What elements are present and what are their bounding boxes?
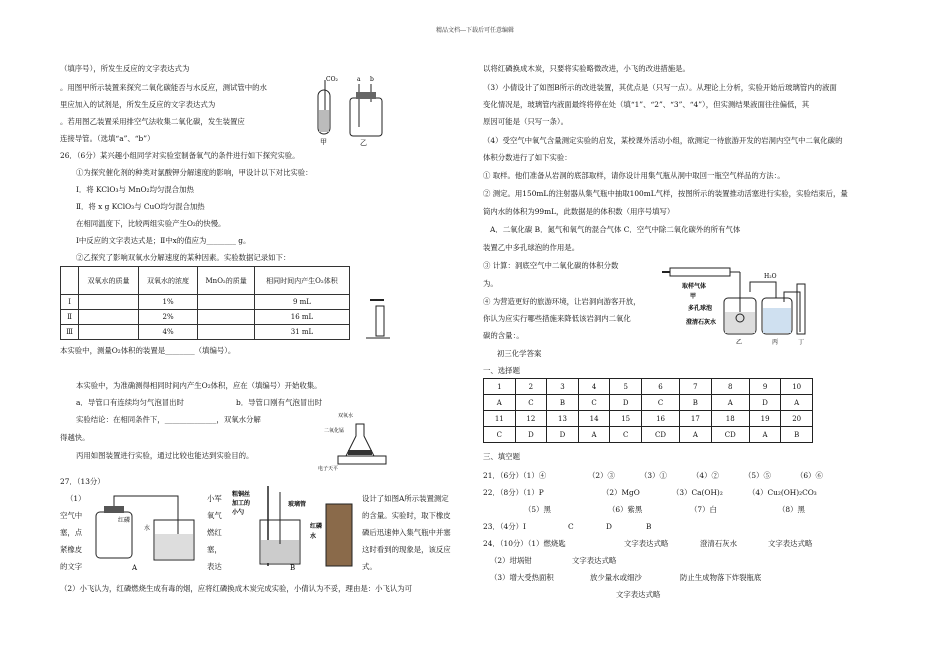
text-line: 设计了如图A所示装置测定 (362, 494, 449, 503)
figure-a-apparatus (92, 490, 202, 572)
answer-table (483, 378, 813, 443)
answer-cell: 18 (711, 411, 749, 427)
answer-21: （2）③ (588, 471, 615, 480)
text-line: ③ 计算：洞底空气中二氧化碳的体积分数 (483, 261, 619, 270)
limewater-label: 澄清石灰水 (686, 319, 717, 326)
water-label-b: 水 (310, 533, 317, 540)
answer-24: 文字表达式略 (572, 556, 617, 565)
answer-cell: 6 (641, 379, 679, 395)
answer-cell: D (547, 427, 579, 443)
answer-21: （5）⑤ (744, 471, 771, 480)
answer-cell: 13 (547, 411, 579, 427)
exp-cell: 2% (138, 310, 198, 325)
text-line: Ⅰ中反应的文字表达式是；Ⅱ中x的值应为________ g。 (76, 236, 251, 245)
text-line: 燃红 (207, 528, 222, 537)
text-line: 。用图甲所示装置来探究二氧化碳能否与水反应，测试管中的水 (60, 83, 267, 92)
exp-cell: 31 mL (254, 325, 349, 340)
answer-cell: 4 (578, 379, 610, 395)
page-header: 精品文档---下载后可任意编辑 (435, 27, 515, 34)
text-line: 式。 (362, 562, 377, 571)
text-line: 筒内水的体积为99mL，此数据是的体积数（用序号填写） (483, 207, 675, 216)
exp-header: MnO₂的质量 (198, 267, 255, 295)
answer-22: （5）黑 (524, 505, 551, 514)
exp-header: 双氧水的质量 (79, 267, 138, 295)
answer-cell: B (781, 427, 813, 443)
text-line: ① 取样。他们准备从岩洞的底部取样，请你设计用集气瓶从洞中取回一瓶空气样品的方法：。 (483, 171, 785, 180)
answer-22: （7）白 (690, 505, 717, 514)
answer-cell: 20 (781, 411, 813, 427)
answer-cell: CD (711, 427, 749, 443)
answer-cell: 8 (711, 379, 749, 395)
answer-cell: 10 (781, 379, 813, 395)
exp-cell: 9 mL (254, 295, 349, 310)
yi-label-r: 乙 (736, 339, 743, 346)
section-heading: 一、选择题 (483, 366, 520, 375)
water-formula-label: H₂O (764, 273, 777, 280)
text-line: 塞， (207, 545, 222, 554)
text-line: ② 测定。用150mL的注射器从集气瓶中抽取100mL气样，按图所示的装置推动活塞进行实验，实验结束后，量 (483, 189, 848, 198)
answer-24: 防止生成物落下炸裂瓶底 (680, 573, 762, 582)
text-line: 以将红磷换成木炭，只要将实验略微改进，小飞的改进措施是。 (483, 64, 690, 73)
answer-23: C (568, 522, 574, 531)
text-line: 本实验中，为准确测得相同时间内产生O₂体积，应在（填编号）开始收集。 (76, 381, 322, 390)
text-line: （3）小倩设计了如图B所示的改进装置，其优点是（只写一点）。从理论上分析，实验开始后玻璃管内的液面 (483, 83, 837, 92)
answer-cell: 15 (610, 411, 642, 427)
answer-cell: 17 (680, 411, 712, 427)
answer-21: （6）⑥ (796, 471, 823, 480)
exp-cell: Ⅰ (61, 295, 79, 310)
answer-24: （3）增大受热面积 (490, 573, 554, 582)
text-line: 变化情况是，玻璃管内液面最终将停在处（填“1”、“2”、“3”、“4”），但实测结果液面往往偏低，其 (483, 100, 810, 109)
answer-cell: C (578, 395, 610, 411)
glass-tube-label: 玻璃管 (288, 501, 307, 508)
text-line: ④ 为营造更好的旅游环境，让岩洞向游客开放， (483, 297, 641, 306)
answer-cell: A (578, 427, 610, 443)
answer-cell: 2 (515, 379, 547, 395)
text-line: 实验结论：在相同条件下，______________，双氧水分解 (76, 415, 261, 424)
co2-label: CO₂ (326, 76, 338, 83)
phosphorus-label-b: 红磷 (310, 523, 323, 530)
answer-cell: D (749, 395, 781, 411)
text-line: Ⅱ．将 x g KClO₃与 CuO均匀混合加热 (76, 202, 205, 211)
text-line: 塞，点 (60, 528, 83, 537)
option-b: b．导管口刚有气泡冒出时 (236, 398, 323, 407)
text-line: 的文字 (60, 562, 83, 571)
answer-cell: B (547, 395, 579, 411)
answer-22: 22．（8分）（1）P (483, 488, 544, 497)
a-label: a (357, 76, 361, 83)
text-line: （2）小飞认为，红磷燃烧生成有毒的烟，应将红磷换成木炭完成实验，小倩认为不妥，理由是：小飞认为可 (60, 584, 413, 593)
q26-title: 26．（6分）某兴趣小组同学对实验室制备氧气的条件进行如下探究实验。 (60, 151, 300, 160)
answer-cell: 9 (749, 379, 781, 395)
answer-24: 放少量水或细沙 (590, 573, 642, 582)
answer-cell: 19 (749, 411, 781, 427)
answer-22: （4）Cu₂(OH)₂CO₃ (748, 488, 817, 497)
jia-label-r: 甲 (690, 293, 697, 300)
exp-header: 双氧水的浓度 (138, 267, 198, 295)
text-line: 氧气 (207, 511, 222, 520)
exp-cell (79, 310, 138, 325)
bing-label: 丙 (772, 339, 779, 346)
answer-cell: A (749, 427, 781, 443)
answer-cell: CD (641, 427, 679, 443)
answer-cell: D (610, 395, 642, 411)
text-line: 碳的含量：。 (483, 331, 524, 340)
answer-21: （3）① (640, 471, 667, 480)
text-line: 表达 (207, 562, 222, 571)
text-line: （填序号），所发生反应的文字表达式为 (60, 64, 190, 73)
text-line: 小军 (207, 494, 222, 503)
text-line: （1） (66, 494, 86, 503)
answer-22: （8）黑 (778, 505, 805, 514)
answer-22: （3）Ca(OH)₂ (672, 488, 723, 497)
text-line: 紧橡皮 (60, 545, 83, 554)
answer-24: 文字表达式略 (616, 590, 661, 599)
exp-cell (79, 295, 138, 310)
answer-24: 24．（10分）（1）燃烧匙 (483, 539, 566, 548)
option-a: a．导管口有连续均匀气泡冒出时 (76, 398, 184, 407)
answer-cell: C (610, 427, 642, 443)
text-line: 原因可能是（只写一条）。 (483, 117, 568, 126)
text-line: 的含量。实验时，取下橡皮 (362, 511, 451, 520)
text-line: 里应加入的试剂是，所发生反应的文字表达式为 (60, 100, 216, 109)
exp-cell: Ⅱ (61, 310, 79, 325)
text-line: 装置乙中多孔球泡的作用是。 (483, 243, 580, 252)
exp-cell (79, 325, 138, 340)
answer-21: 21．（6分）（1）④ (483, 471, 547, 480)
answer-cell: 5 (610, 379, 642, 395)
exp-cell: 4% (138, 325, 198, 340)
answer-cell: A (680, 427, 712, 443)
jia-label: 甲 (320, 138, 327, 146)
exp-cell: 16 mL (254, 310, 349, 325)
text-line: 得越快。 (60, 433, 90, 442)
answer-22: （6）紫黑 (608, 505, 643, 514)
answer-cell: A (711, 395, 749, 411)
ding-label: 丁 (798, 339, 805, 346)
answer-cell: A (484, 395, 516, 411)
text-line: 空气中 (60, 511, 83, 520)
answer-21: （4）② (692, 471, 719, 480)
answer-24: 澄清石灰水 (700, 539, 737, 548)
water-label: 水 (144, 525, 151, 532)
mno2-label: 二氧化锰 (324, 428, 345, 434)
text-line: Ⅰ．将 KClO₃与 MnO₂均匀混合加热 (76, 185, 194, 194)
answer-cell: C (515, 395, 547, 411)
experiment-table (60, 266, 350, 340)
text-line: （4）受空气中氧气含量测定实验的启发，某校课外活动小组，欲测定一待旅游开发的岩洞内空气中二氧化碳的 (483, 136, 843, 145)
answer-cell: 1 (484, 379, 516, 395)
answer-cell: 3 (547, 379, 579, 395)
text-line: 连接导管。（选填“a”、“b”） (60, 134, 155, 143)
text-line: 体积分数进行了如下实验： (483, 153, 572, 162)
answer-cell: 11 (484, 411, 516, 427)
figure-b-label: B (290, 564, 296, 572)
b-label: b (370, 76, 374, 83)
exp-cell: Ⅲ (61, 325, 79, 340)
answer-23: D (606, 522, 612, 531)
answer-cell: B (680, 395, 712, 411)
answer-24: 文字表达式略 (624, 539, 669, 548)
text-line: 你认为应实行哪些措施来降低该岩洞内二氧化 (483, 314, 631, 323)
answer-cell: C (484, 427, 516, 443)
text-line: 在相同温度下，比较两组实验产生O₂的快慢。 (76, 219, 226, 228)
answer-cell: A (781, 395, 813, 411)
co2-apparatus-figure (312, 72, 392, 148)
text-line: 为。 (483, 279, 498, 288)
spoon-label: 小勺 (232, 509, 245, 516)
answer-24: 文字表达式略 (768, 539, 813, 548)
sample-gas-label: 取样气体 (682, 283, 707, 290)
exp-cell (198, 295, 255, 310)
exp-header (61, 267, 79, 295)
exp-cell: 1% (138, 295, 198, 310)
co2-measurement-figure (660, 262, 810, 346)
red-phosphorus-label: 红磷 (118, 517, 131, 524)
answer-title: 初三化学答案 (497, 349, 542, 358)
yi-label: 乙 (360, 139, 367, 147)
figure-b-apparatus (230, 484, 358, 572)
text-line: ①为探究催化剂的种类对氯酸钾分解速度的影响，甲设计以下对比实验： (76, 168, 313, 177)
answer-cell: 14 (578, 411, 610, 427)
h2o2-label: 双氧水 (338, 413, 354, 419)
answer-cell: C (641, 395, 679, 411)
answer-23: 23．（4分）I (483, 522, 526, 531)
text-line: ②乙探究了影响双氧水分解速度的某种因素。实验数据记录如下： (76, 253, 291, 262)
answer-cell: 16 (641, 411, 679, 427)
text-line: 磷后迅速伸入集气瓶中并塞 (362, 528, 451, 537)
text-line: 丙用如图装置进行实验，通过比较也能达到实验目的。 (76, 451, 254, 460)
section-heading: 三、填空题 (483, 452, 520, 461)
exp-cell (198, 310, 255, 325)
text-line: 这时看到的现象是，该反应 (362, 545, 451, 554)
q27-title: 27．（13分） (60, 477, 105, 486)
balance-figure (316, 410, 396, 472)
scale-label: 电子天平 (318, 466, 339, 472)
answer-cell: 7 (680, 379, 712, 395)
text-line: A．二氧化碳 B．氮气和氧气的混合气体 C．空气中除二氧化碳外的所有气体 (490, 225, 741, 234)
text-line: 。若用图乙装置采用排空气法收集二氧化碳，发生装置应 (60, 117, 245, 126)
figure-a-label: A (132, 564, 138, 572)
answer-23: B (646, 522, 652, 531)
exp-header: 相同时间内产生O₂体积 (254, 267, 349, 295)
answer-cell: 12 (515, 411, 547, 427)
text-line: 本实验中，测量O₂体积的装置是________（填编号）。 (60, 346, 236, 355)
answer-22: （2）MgO (602, 488, 640, 497)
porous-ball-label: 多孔球泡 (688, 305, 713, 312)
copper-wire-label: 粗铜丝 (232, 491, 251, 498)
answer-cell: D (515, 427, 547, 443)
answer-24: （2）坩埚钳 (490, 556, 532, 565)
measuring-cylinder-figure (360, 296, 396, 342)
exp-cell (198, 325, 255, 340)
heated-label: 加工的 (232, 500, 251, 507)
